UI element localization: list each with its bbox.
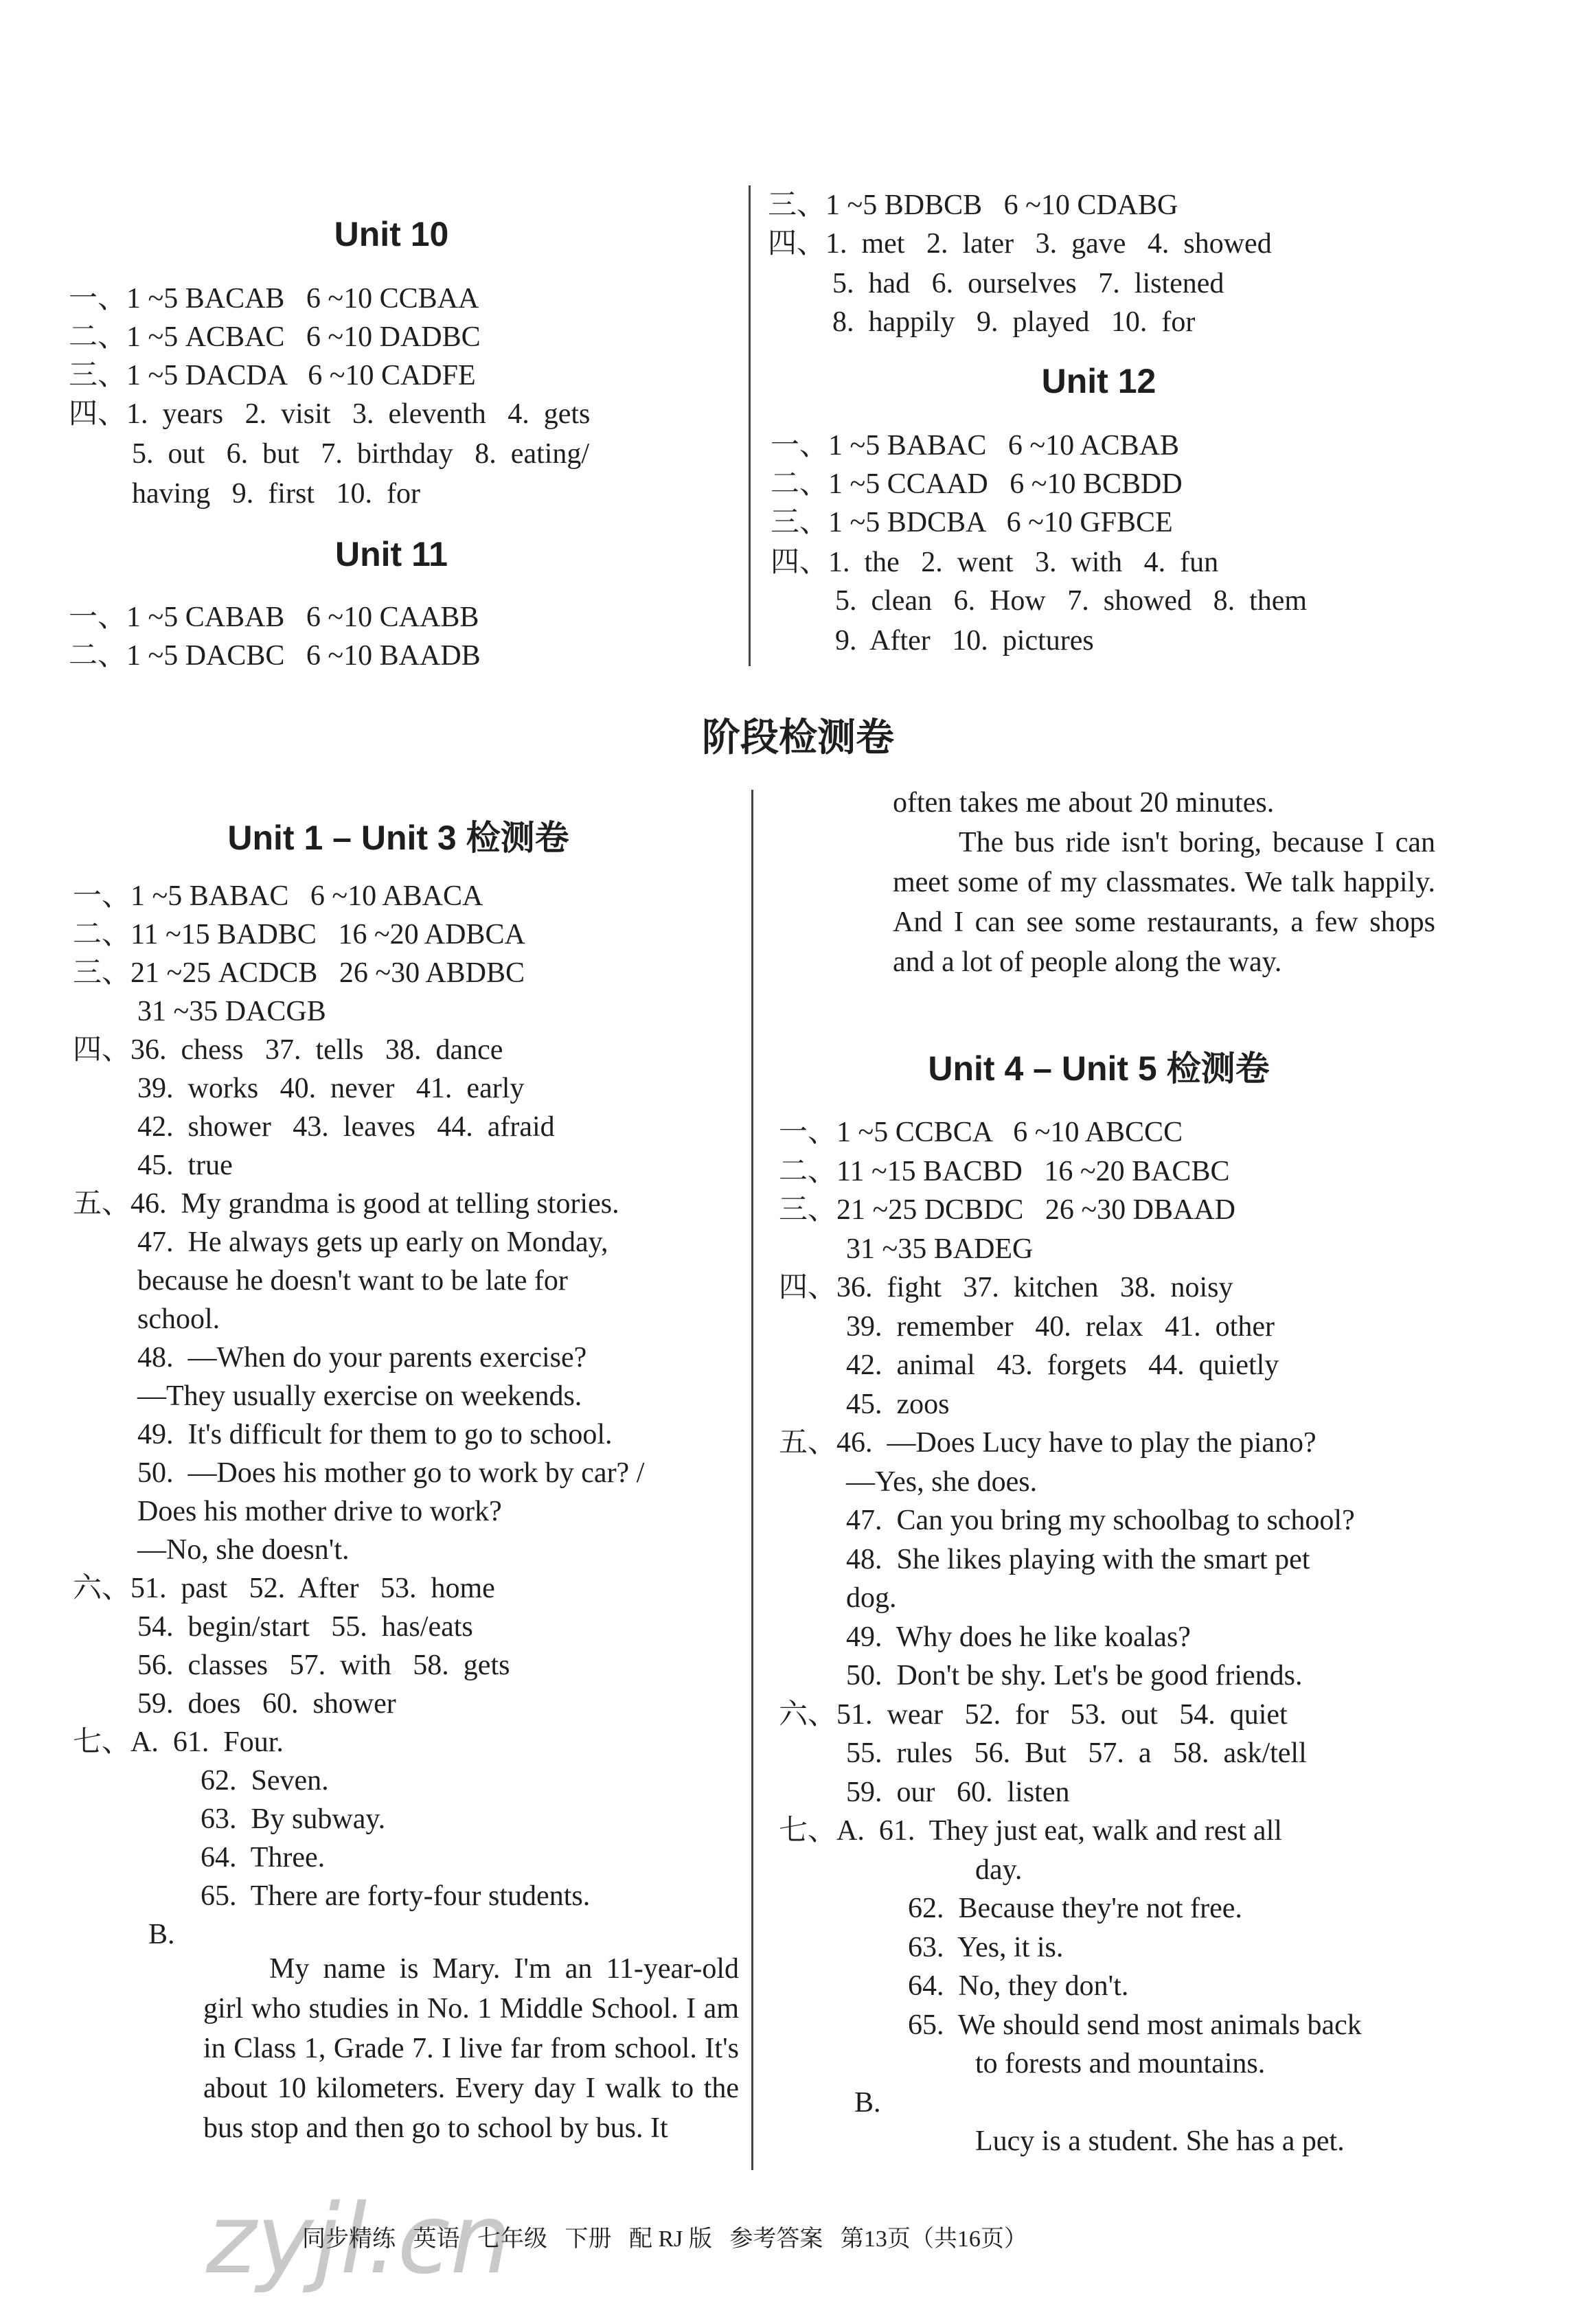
page-footer: 同步精练 英语 七年级 下册 配 RJ 版 参考答案 第13页（共16页） [302,2226,1027,2252]
answer-line: 59. our 60. listen [846,1776,1070,1808]
answer-line: 5. out 6. but 7. birthday 8. eating/ [132,438,590,470]
answer-line: 一、1 ~5 BABAC 6 ~10 ABACA [73,880,483,912]
unit12-title: Unit 12 [1041,362,1156,400]
answer-line: 四、36. fight 37. kitchen 38. noisy [779,1272,1233,1303]
answer-line: 64. No, they don't. [908,1970,1129,2002]
answer-line: 48. —When do your parents exercise? [137,1342,587,1373]
answer-line: 65. There are forty-four students. [201,1880,591,1912]
answer-line: 62. Because they're not free. [908,1893,1242,1924]
passage: The bus ride isn't boring, because I can meet some of my classmates. We talk happily. And I can see some restaurants, a few shops and a lot of people along the way. [893,827,1435,978]
answer-line: 8. happily 9. played 10. for [832,306,1196,338]
passage-line: often takes me about 20 minutes. [893,787,1275,819]
answer-line: 一、1 ~5 BACAB 6 ~10 CCBAA [69,283,479,315]
answer-line: 二、1 ~5 CCAAD 6 ~10 BCBDD [771,468,1183,500]
answer-line: 49. Why does he like koalas? [846,1621,1191,1653]
answer-line: 39. works 40. never 41. early [137,1073,525,1104]
answer-line: 三、21 ~25 ACDCB 26 ~30 ABDBC [73,957,525,989]
answer-line: 四、1. met 2. later 3. gave 4. showed [768,228,1272,260]
answer-line: 三、21 ~25 DCBDC 26 ~30 DBAAD [779,1194,1235,1226]
unit1-3-title: Unit 1 – Unit 3 检测卷 [227,819,569,857]
answer-line: 三、1 ~5 DACDA 6 ~10 CADFE [69,360,476,391]
watermark: zyjl.cn [206,2184,512,2296]
answer-line: dog. [846,1582,897,1614]
answer-line: 45. true [137,1150,233,1181]
answer-line: 二、1 ~5 DACBC 6 ~10 BAADB [69,640,481,672]
answer-line: to forests and mountains. [975,2048,1266,2079]
answer-line: having 9. first 10. for [132,478,420,510]
unit10-title: Unit 10 [334,215,449,253]
answer-line: 9. After 10. pictures [835,625,1094,657]
column-divider [749,185,751,666]
answer-line: 五、46. My grandma is good at telling stories. [73,1188,619,1220]
answer-line: 50. Don't be shy. Let's be good friends. [846,1660,1303,1691]
answer-line: —No, she doesn't. [137,1534,350,1566]
column-divider [751,790,753,2170]
answer-line: school. [137,1303,220,1335]
answer-line: 62. Seven. [201,1765,329,1797]
answer-line: 四、1. the 2. went 3. with 4. fun [771,547,1219,578]
passage: My name is Mary. I'm an 11-year-old girl who studies in No. 1 Middle School. I am in Class 1, Grade 7. I live far from school. It's about 10 kilometers. Every day I walk to the bus stop and then go to school by bus. It [203,1953,739,2144]
answer-line: 二、11 ~15 BACBD 16 ~20 BACBC [779,1155,1230,1187]
answer-line: 六、51. past 52. After 53. home [73,1573,495,1604]
answer-line: 42. shower 43. leaves 44. afraid [137,1111,555,1143]
answer-line: 三、1 ~5 BDBCB 6 ~10 CDABG [768,190,1178,221]
answer-line: 五、46. —Does Lucy have to play the piano? [779,1427,1316,1459]
answer-line: 一、1 ~5 BABAC 6 ~10 ACBAB [771,430,1180,461]
answer-line: Does his mother drive to work? [137,1496,502,1527]
answer-line: —Yes, she does. [846,1466,1038,1498]
answer-line: 一、1 ~5 CCBCA 6 ~10 ABCCC [779,1117,1183,1148]
answer-line: 39. remember 40. relax 41. other [846,1310,1275,1343]
answer-line: 47. Can you bring my schoolbag to school? [846,1505,1355,1536]
answer-line: 50. —Does his mother go to work by car? / [137,1457,645,1489]
answer-line: 48. She likes playing with the smart pet [846,1543,1310,1575]
answer-line: 64. Three. [201,1842,326,1873]
answer-line: 一、1 ~5 CABAB 6 ~10 CAABB [69,602,479,633]
answer-line: 二、1 ~5 ACBAC 6 ~10 DADBC [69,321,481,353]
answer-line: 54. begin/start 55. has/eats [137,1611,473,1643]
answer-line: 47. He always gets up early on Monday, [137,1227,608,1258]
answer-line: 二、11 ~15 BADBC 16 ~20 ADBCA [73,919,525,950]
answer-line: 65. We should send most animals back [908,2009,1362,2041]
answer-line: 5. clean 6. How 7. showed 8. them [835,585,1308,617]
answer-line: 四、36. chess 37. tells 38. dance [73,1034,503,1066]
answer-line: 七、A. 61. They just eat, walk and rest all [779,1815,1282,1847]
unit4-5-title: Unit 4 – Unit 5 检测卷 [928,1049,1270,1088]
section-title: 阶段检测卷 [702,716,894,760]
answer-line: Lucy is a student. She has a pet. [975,2125,1345,2157]
answer-line: 42. animal 43. forgets 44. quietly [846,1349,1279,1381]
answer-line: 55. rules 56. But 57. a 58. ask/tell [846,1737,1307,1769]
answer-line: 七、A. 61. Four. [73,1726,284,1758]
answer-line: 5. had 6. ourselves 7. listened [832,268,1224,299]
answer-line: 63. Yes, it is. [908,1931,1064,1963]
answer-line: 49. It's difficult for them to go to school. [137,1419,613,1450]
answer-line: 四、1. years 2. visit 3. eleventh 4. gets [69,398,591,430]
answer-line: 三、1 ~5 BDCBA 6 ~10 GFBCE [771,507,1173,538]
answer-line: 59. does 60. shower [137,1688,396,1720]
answer-line: B. [148,1919,175,1950]
answer-line: because he doesn't want to be late for [137,1265,568,1297]
answer-line: B. [854,2086,881,2119]
answer-line: day. [975,1854,1023,1886]
answer-line: 31 ~35 DACGB [137,996,326,1027]
unit11-title: Unit 11 [335,535,448,573]
answer-line: 63. By subway. [201,1803,386,1835]
answer-line: —They usually exercise on weekends. [137,1380,582,1412]
answer-line: 六、51. wear 52. for 53. out 54. quiet [779,1698,1288,1731]
answer-line: 56. classes 57. with 58. gets [137,1650,510,1681]
answer-line: 31 ~35 BADEG [846,1233,1034,1265]
answer-line: 45. zoos [846,1388,950,1420]
